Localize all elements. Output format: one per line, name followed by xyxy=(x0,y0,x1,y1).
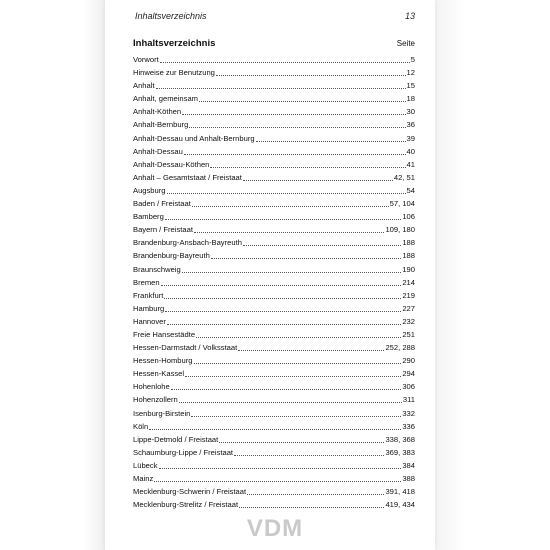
toc-dot-leader xyxy=(159,459,402,469)
toc-dot-leader xyxy=(167,184,406,194)
toc-entry-page: 384 xyxy=(402,460,415,470)
table-of-contents xyxy=(133,38,415,511)
toc-entry-page: 41 xyxy=(406,159,415,169)
toc-entry-label: Frankfurt xyxy=(133,290,164,300)
toc-dot-leader xyxy=(161,276,402,286)
toc-entry-page: 388 xyxy=(402,474,415,483)
toc-entry-label: Augsburg xyxy=(133,185,166,195)
toc-entry-label: Bayern / Freistaat xyxy=(133,225,193,235)
toc-entry-label: Anhalt-Dessau xyxy=(133,146,183,156)
toc-entry-label: Freie Hansestädte xyxy=(133,329,196,339)
toc-entry xyxy=(133,263,415,276)
toc-dot-leader xyxy=(189,118,405,128)
toc-entry-label: Hinweise zur Benutzung xyxy=(133,68,215,78)
toc-entry-label: Hannover xyxy=(133,316,166,326)
toc-dot-leader xyxy=(199,92,406,102)
toc-entry-page: 251 xyxy=(402,329,415,339)
toc-dot-leader xyxy=(243,236,401,246)
toc-dot-leader xyxy=(219,433,384,443)
background-right xyxy=(430,0,550,550)
toc-entry xyxy=(133,498,415,511)
toc-entry xyxy=(133,118,415,131)
toc-entry-page: 57, 104 xyxy=(389,199,415,209)
toc-entry-page: 54 xyxy=(406,185,415,195)
toc-entry-page: 39 xyxy=(406,133,415,143)
toc-entry-label: Mainz xyxy=(133,474,154,483)
toc-entry-label: Mecklenburg-Schwerin / Freistaat xyxy=(133,487,247,497)
toc-entry-label: Anhalt-Bernburg xyxy=(133,120,189,130)
toc-dot-leader xyxy=(164,289,401,299)
toc-entry-label: Anhalt-Dessau-Köthen xyxy=(133,159,210,169)
toc-entry-page: 106 xyxy=(402,212,415,222)
toc-entry-label: Brandenburg-Bayreuth xyxy=(133,251,210,261)
toc-entry-page: 294 xyxy=(402,369,415,379)
toc-entry-page: 252, 288 xyxy=(385,343,415,353)
toc-entry xyxy=(133,433,415,446)
toc-entry xyxy=(133,145,415,158)
toc-heading-row xyxy=(133,38,415,52)
toc-entry-label: Braunschweig xyxy=(133,264,181,274)
toc-dot-leader xyxy=(156,79,406,89)
toc-entry xyxy=(133,53,415,66)
toc-entry-label: Mecklenburg-Strelitz / Freistaat xyxy=(133,500,239,510)
toc-entry xyxy=(133,446,415,459)
toc-dot-leader xyxy=(149,420,401,430)
toc-dot-leader xyxy=(185,367,401,377)
toc-entry-page: 42, 51 xyxy=(393,172,415,182)
toc-entry-page: 5 xyxy=(410,55,415,64)
toc-dot-leader xyxy=(191,407,401,417)
toc-entry-page: 40 xyxy=(406,146,415,156)
toc-entry xyxy=(133,393,415,406)
toc-entry xyxy=(133,105,415,118)
toc-entry-page: 36 xyxy=(406,120,415,130)
toc-dot-leader xyxy=(243,171,393,181)
toc-entry-page: 190 xyxy=(402,264,415,274)
toc-entry xyxy=(133,79,415,92)
toc-entry-label: Isenburg-Birstein xyxy=(133,408,191,418)
toc-dot-leader xyxy=(216,66,406,76)
toc-entry-label: Köln xyxy=(133,421,149,431)
toc-dot-leader xyxy=(154,472,401,482)
toc-entry-page: 369, 383 xyxy=(385,447,415,457)
toc-entry xyxy=(133,210,415,223)
toc-entry xyxy=(133,289,415,302)
toc-entry-page: 188 xyxy=(402,251,415,261)
toc-entry-label: Bamberg xyxy=(133,212,164,222)
toc-dot-leader xyxy=(238,341,384,351)
toc-dot-leader xyxy=(160,53,410,63)
toc-dot-leader xyxy=(165,302,401,312)
watermark-logo: VDM xyxy=(246,515,304,542)
toc-entry xyxy=(133,171,415,184)
toc-dot-leader xyxy=(182,105,405,115)
toc-title: Inhaltsverzeichnis xyxy=(133,38,216,49)
toc-entry-label: Hessen-Kassel xyxy=(133,369,185,379)
toc-entry-page: 290 xyxy=(402,356,415,366)
toc-entry-label: Anhalt xyxy=(133,81,155,91)
toc-entry-label: Anhalt, gemeinsam xyxy=(133,94,199,104)
toc-dot-leader xyxy=(256,132,406,142)
toc-entry-label: Hessen-Darmstadt / Volksstaat xyxy=(133,343,238,353)
toc-dot-leader xyxy=(182,263,402,273)
toc-entry-label: Hohenlohe xyxy=(133,382,170,392)
toc-dot-leader xyxy=(196,328,401,338)
toc-entry-page: 30 xyxy=(406,107,415,117)
toc-entry xyxy=(133,66,415,79)
toc-dot-leader xyxy=(239,498,384,508)
toc-entry xyxy=(133,367,415,380)
toc-entry xyxy=(133,485,415,498)
toc-entry-page: 419, 434 xyxy=(385,500,415,510)
toc-entry-page: 336 xyxy=(402,421,415,431)
toc-dot-leader xyxy=(184,145,406,155)
running-header xyxy=(135,11,415,25)
toc-entry-label: Vorwort xyxy=(133,55,159,64)
toc-entry-page: 15 xyxy=(406,81,415,91)
toc-dot-leader xyxy=(165,210,402,220)
toc-entry-label: Anhalt-Köthen xyxy=(133,107,182,117)
toc-dot-leader xyxy=(247,485,384,495)
toc-entry-label: Lübeck xyxy=(133,460,158,470)
toc-entry-list xyxy=(133,53,415,511)
toc-entry-page: 12 xyxy=(406,68,415,78)
toc-entry xyxy=(133,184,415,197)
toc-entry xyxy=(133,407,415,420)
toc-dot-leader xyxy=(167,315,401,325)
toc-column-label: Seite xyxy=(396,39,415,48)
toc-entry xyxy=(133,459,415,472)
toc-entry-page: 227 xyxy=(402,303,415,313)
toc-dot-leader xyxy=(192,197,389,207)
toc-dot-leader xyxy=(210,158,405,168)
toc-entry-label: Brandenburg-Ansbach-Bayreuth xyxy=(133,238,242,248)
toc-entry xyxy=(133,158,415,171)
toc-entry-page: 232 xyxy=(402,316,415,326)
running-header-page-number: 13 xyxy=(404,11,415,21)
toc-entry xyxy=(133,92,415,105)
toc-entry xyxy=(133,420,415,433)
toc-entry xyxy=(133,276,415,289)
toc-dot-leader xyxy=(179,393,402,403)
toc-entry-page: 332 xyxy=(402,408,415,418)
toc-entry-page: 311 xyxy=(402,395,415,405)
toc-entry-page: 338, 368 xyxy=(385,434,415,444)
toc-entry-label: Schaumburg-Lippe / Freistaat xyxy=(133,447,234,457)
toc-dot-leader xyxy=(211,249,401,259)
toc-entry xyxy=(133,197,415,210)
toc-entry xyxy=(133,328,415,341)
toc-entry-page: 18 xyxy=(406,94,415,104)
toc-dot-leader xyxy=(171,380,402,390)
toc-entry xyxy=(133,472,415,485)
toc-entry-label: Anhalt – Gesamtstaat / Freistaat xyxy=(133,172,242,182)
toc-entry-label: Baden / Freistaat xyxy=(133,199,191,209)
toc-dot-leader xyxy=(194,223,385,233)
toc-entry xyxy=(133,354,415,367)
toc-entry-label: Hohenzollern xyxy=(133,395,178,405)
toc-entry-page: 391, 418 xyxy=(385,487,415,497)
toc-entry-label: Bremen xyxy=(133,277,160,287)
toc-entry-page: 188 xyxy=(402,238,415,248)
toc-entry-page: 109, 180 xyxy=(385,225,415,235)
toc-dot-leader xyxy=(194,354,402,364)
toc-entry-label: Anhalt-Dessau und Anhalt-Bernburg xyxy=(133,133,255,143)
toc-entry xyxy=(133,223,415,236)
toc-entry xyxy=(133,132,415,145)
toc-entry-page: 219 xyxy=(402,290,415,300)
toc-entry-page: 214 xyxy=(402,277,415,287)
toc-dot-leader xyxy=(234,446,384,456)
toc-entry-label: Hamburg xyxy=(133,303,165,313)
toc-entry-label: Lippe-Detmold / Freistaat xyxy=(133,434,219,444)
toc-entry xyxy=(133,341,415,354)
toc-entry xyxy=(133,236,415,249)
running-header-title: Inhaltsverzeichnis xyxy=(135,11,207,21)
toc-entry xyxy=(133,249,415,262)
toc-entry xyxy=(133,380,415,393)
toc-entry-page: 306 xyxy=(402,382,415,392)
toc-entry xyxy=(133,302,415,315)
toc-entry-label: Hessen-Homburg xyxy=(133,356,193,366)
background-left xyxy=(0,0,105,550)
toc-entry xyxy=(133,315,415,328)
